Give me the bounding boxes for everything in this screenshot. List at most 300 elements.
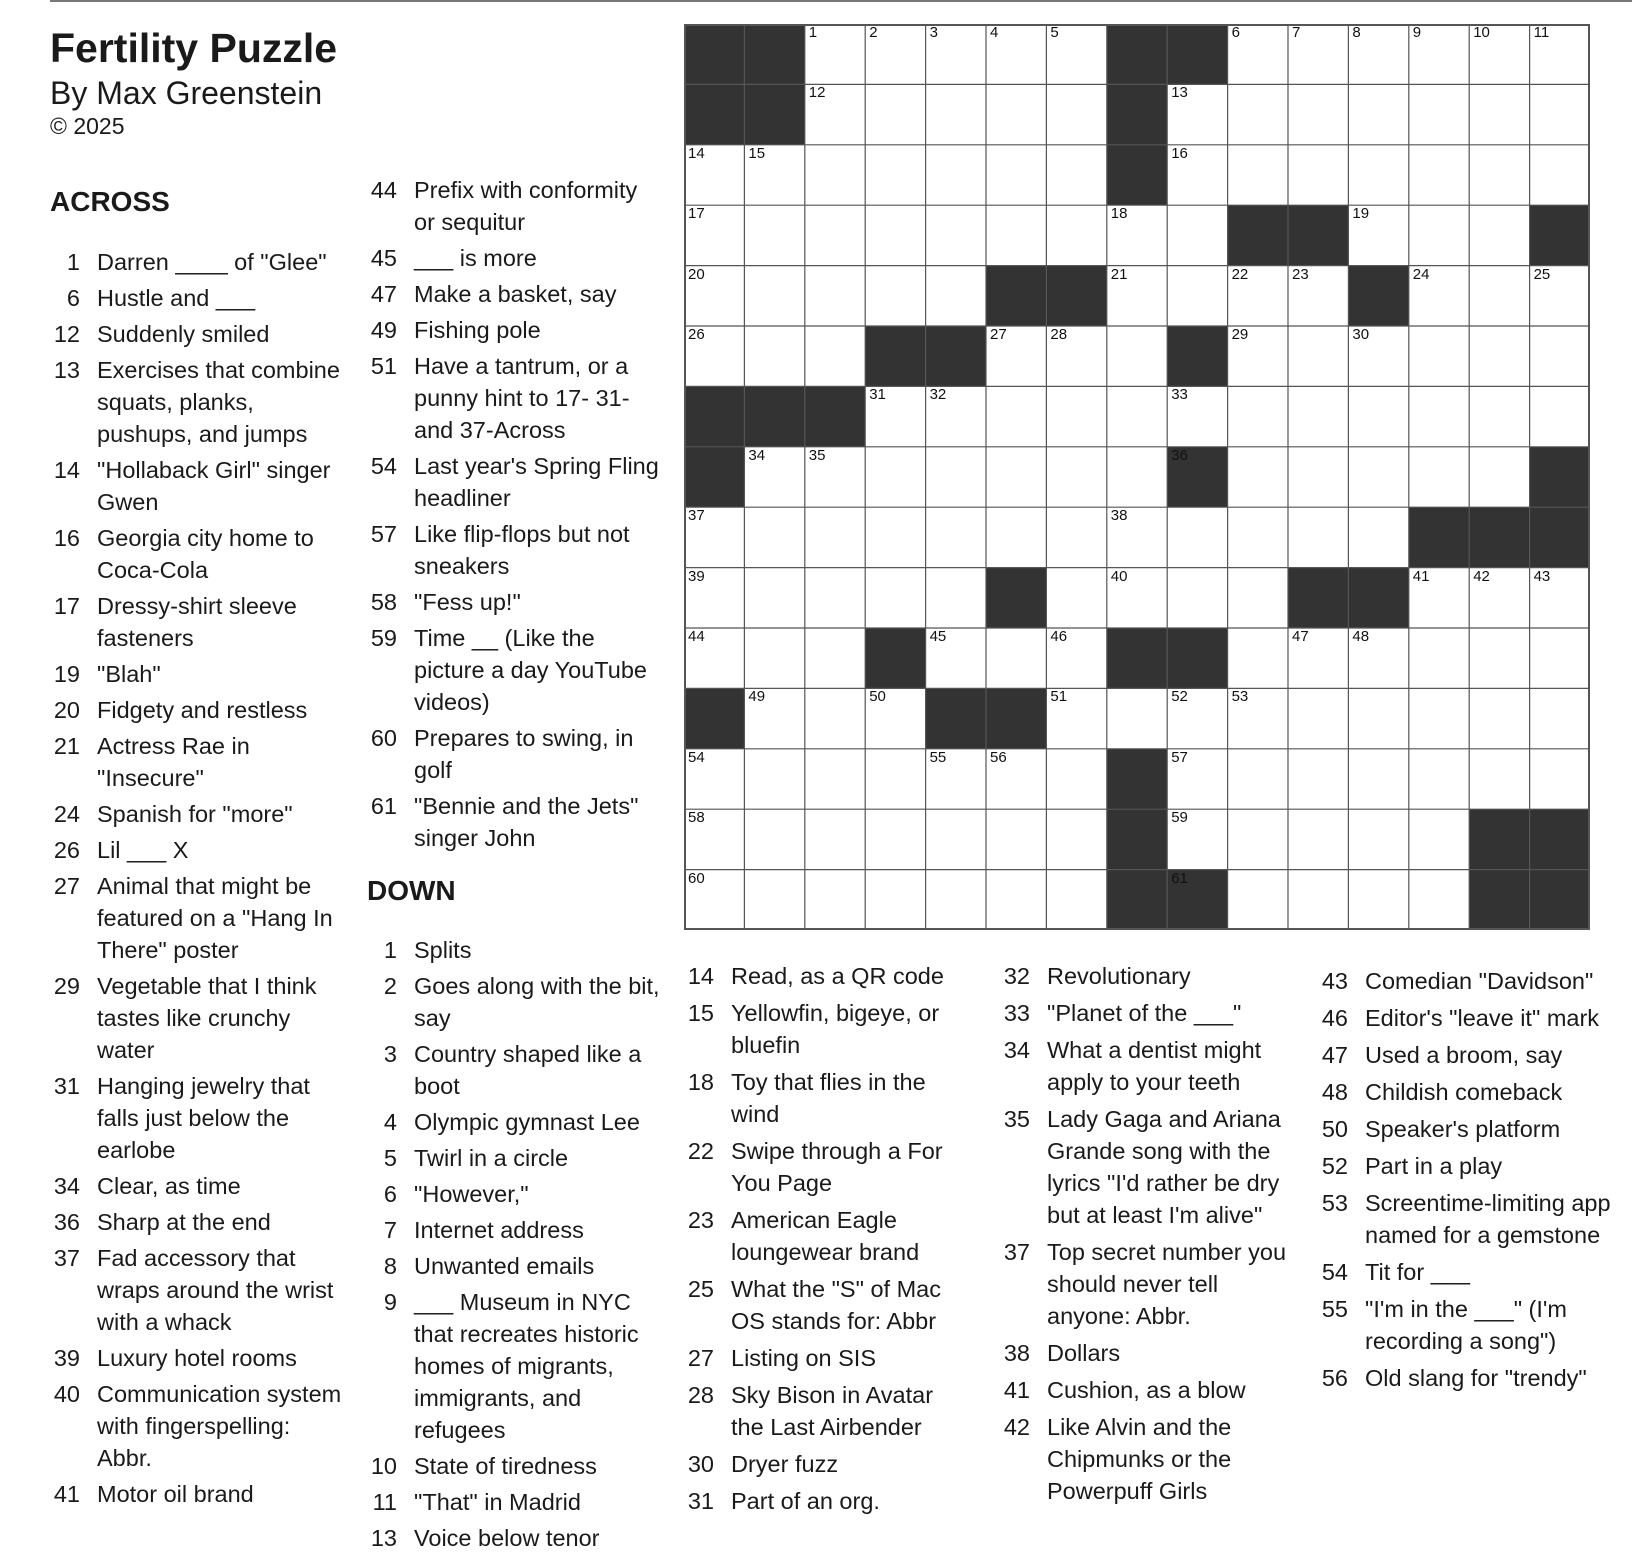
square-number: 25 [1533, 265, 1551, 283]
grid-square[interactable] [926, 870, 986, 930]
grid-square[interactable] [986, 145, 1046, 205]
grid-square[interactable] [1409, 447, 1469, 507]
grid-square[interactable] [805, 870, 865, 930]
across-heading: ACROSS [50, 186, 170, 217]
clue-17 [50, 590, 342, 654]
grid-square[interactable] [1107, 266, 1167, 326]
clue-number: 11 [372, 1489, 397, 1515]
clue-number: 14 [687, 963, 714, 989]
grid-square[interactable] [986, 749, 1046, 809]
grid-square[interactable] [1348, 749, 1408, 809]
clue-43 [1318, 965, 1618, 997]
clue-number: 12 [53, 321, 80, 347]
black-square [1167, 24, 1227, 84]
clue-19 [50, 658, 342, 690]
grid-square[interactable] [1107, 568, 1167, 628]
grid-square[interactable] [1469, 386, 1529, 446]
grid-square[interactable] [1046, 870, 1106, 930]
grid-square[interactable] [684, 628, 744, 688]
square-number: 13 [1171, 84, 1188, 102]
grid-square[interactable] [1530, 84, 1590, 144]
clue-text: Comedian "Davidson" [1365, 968, 1594, 994]
grid-square[interactable] [986, 507, 1046, 567]
clue-13 [50, 354, 342, 450]
clue-number: 14 [53, 457, 80, 483]
grid-square[interactable] [1409, 326, 1469, 386]
clue-number: 28 [687, 1382, 714, 1408]
grid-square[interactable] [1409, 386, 1469, 446]
grid-square[interactable] [684, 326, 744, 386]
grid-square[interactable] [1348, 24, 1408, 84]
grid-square[interactable] [744, 628, 804, 688]
grid-square[interactable] [865, 688, 925, 748]
clue-number: 22 [687, 1138, 714, 1164]
grid-square[interactable] [1530, 688, 1590, 748]
grid-square[interactable] [865, 809, 925, 869]
grid-square[interactable] [1228, 386, 1288, 446]
clue-35 [1000, 1103, 1300, 1231]
grid-square[interactable] [1228, 870, 1288, 930]
grid-square[interactable] [926, 447, 986, 507]
black-square [1530, 205, 1590, 265]
clue-text: Read, as a QR code [731, 963, 944, 989]
clue-number: 16 [53, 525, 80, 551]
grid-square[interactable] [805, 749, 865, 809]
grid-square[interactable] [926, 205, 986, 265]
clue-number: 59 [370, 625, 397, 651]
grid-square[interactable] [1530, 145, 1590, 205]
clue-text: Last year's Spring Fling headliner [414, 453, 659, 511]
clue-text: "Blah" [97, 661, 161, 687]
grid-square[interactable] [1228, 447, 1288, 507]
clue-text: "Bennie and the Jets" singer John [414, 793, 639, 851]
grid-square[interactable] [1046, 84, 1106, 144]
grid-square[interactable] [1107, 205, 1167, 265]
grid-square[interactable] [1348, 84, 1408, 144]
clue-text: Internet address [414, 1217, 584, 1243]
grid-square[interactable] [1409, 688, 1469, 748]
grid-square[interactable] [1409, 24, 1469, 84]
clue-2 [367, 970, 664, 1034]
grid-square[interactable] [1228, 326, 1288, 386]
grid-square[interactable] [805, 205, 865, 265]
clue-number: 5 [383, 1145, 397, 1171]
grid-square[interactable] [1469, 24, 1529, 84]
square-number: 51 [1050, 688, 1068, 706]
clue-number: 33 [1003, 1000, 1030, 1026]
square-number: 26 [688, 326, 705, 343]
grid-square[interactable] [1469, 568, 1529, 628]
clue-18 [684, 1066, 969, 1130]
grid-square[interactable] [805, 568, 865, 628]
black-square [1409, 507, 1469, 567]
grid-square[interactable] [1046, 628, 1106, 688]
grid-square[interactable] [1469, 84, 1529, 144]
clue-text: Make a basket, say [414, 281, 617, 307]
grid-square[interactable] [1409, 145, 1469, 205]
grid-square[interactable] [1530, 568, 1590, 628]
clue-number: 10 [370, 1453, 397, 1479]
clue-number: 9 [383, 1289, 397, 1315]
grid-square[interactable] [1228, 84, 1288, 144]
grid-square[interactable] [1288, 809, 1348, 869]
grid-square[interactable] [744, 809, 804, 869]
grid-square[interactable] [1046, 326, 1106, 386]
grid-square[interactable] [1167, 809, 1227, 869]
grid-square[interactable] [805, 447, 865, 507]
down-clues-column-1 [367, 934, 664, 1558]
grid-square[interactable] [865, 749, 925, 809]
grid-square[interactable] [986, 84, 1046, 144]
grid-square[interactable] [1228, 749, 1288, 809]
square-number: 61 [1171, 869, 1188, 887]
clue-59 [367, 622, 664, 718]
grid-square[interactable] [744, 749, 804, 809]
grid-square[interactable] [865, 24, 925, 84]
grid-square[interactable] [805, 24, 865, 84]
grid-square[interactable] [1107, 326, 1167, 386]
clue-33 [1000, 997, 1300, 1029]
black-square [926, 688, 986, 748]
grid-square[interactable] [926, 749, 986, 809]
grid-square[interactable] [865, 870, 925, 930]
grid-square[interactable] [1288, 688, 1348, 748]
clue-38 [1000, 1337, 1300, 1369]
clue-text: Toy that flies in the wind [731, 1069, 926, 1127]
clue-23 [684, 1204, 969, 1268]
grid-square[interactable] [1046, 145, 1106, 205]
down-clues-column-2 [684, 960, 969, 1522]
grid-square[interactable] [986, 809, 1046, 869]
clue-56 [1318, 1362, 1618, 1394]
grid-square[interactable] [805, 809, 865, 869]
grid-square[interactable] [1228, 809, 1288, 869]
clue-number: 39 [53, 1345, 80, 1371]
clue-number: 27 [687, 1345, 714, 1371]
grid-square[interactable] [1167, 688, 1227, 748]
grid-square[interactable] [1348, 870, 1408, 930]
grid-square[interactable] [1167, 205, 1227, 265]
grid-square[interactable] [1167, 507, 1227, 567]
clue-number: 30 [687, 1451, 714, 1477]
grid-square[interactable] [926, 84, 986, 144]
grid-square[interactable] [1288, 84, 1348, 144]
clue-text: State of tiredness [414, 1453, 597, 1479]
square-number: 4 [990, 24, 999, 41]
grid-square[interactable] [1348, 205, 1408, 265]
grid-square[interactable] [1288, 386, 1348, 446]
grid-square[interactable] [1228, 24, 1288, 84]
grid-square[interactable] [1288, 326, 1348, 386]
grid-square[interactable] [865, 205, 925, 265]
grid-square[interactable] [1288, 870, 1348, 930]
grid-square[interactable] [1530, 628, 1590, 688]
grid-square[interactable] [744, 507, 804, 567]
clue-14 [684, 960, 969, 992]
grid-square[interactable] [1409, 568, 1469, 628]
grid-square[interactable] [744, 266, 804, 326]
grid-square[interactable] [865, 84, 925, 144]
clue-text: Old slang for "trendy" [1365, 1365, 1587, 1391]
grid-square[interactable] [744, 326, 804, 386]
clue-text: ___ is more [414, 245, 537, 271]
clue-text: "Fess up!" [414, 589, 521, 615]
clue-34 [50, 1170, 342, 1202]
clue-number: 45 [370, 245, 397, 271]
grid-square[interactable] [1409, 809, 1469, 869]
grid-square[interactable] [1167, 266, 1227, 326]
clue-12 [50, 318, 342, 350]
grid-square[interactable] [1348, 688, 1408, 748]
grid-square[interactable] [926, 507, 986, 567]
grid-square[interactable] [986, 447, 1046, 507]
grid-square[interactable] [744, 568, 804, 628]
clue-32 [1000, 960, 1300, 992]
grid-square[interactable] [1348, 145, 1408, 205]
grid-square[interactable] [1167, 568, 1227, 628]
grid-square[interactable] [805, 688, 865, 748]
grid-square[interactable] [684, 809, 744, 869]
clue-1 [50, 246, 342, 278]
grid-square[interactable] [1530, 266, 1590, 326]
grid-square[interactable] [1530, 24, 1590, 84]
clue-text: Part of an org. [731, 1488, 880, 1514]
grid-square[interactable] [1046, 809, 1106, 869]
grid-square[interactable] [744, 205, 804, 265]
clue-number: 32 [1003, 963, 1030, 989]
clue-text: Actress Rae in "Insecure" [97, 733, 250, 791]
clue-text: Dollars [1047, 1340, 1121, 1366]
black-square [1167, 870, 1227, 930]
clue-text: Spanish for "more" [97, 801, 293, 827]
square-number: 14 [688, 144, 705, 162]
grid-square[interactable] [744, 447, 804, 507]
grid-square[interactable] [926, 628, 986, 688]
clue-text: Animal that might be featured on a "Hang In There" poster [97, 873, 333, 963]
grid-square[interactable] [1288, 749, 1348, 809]
grid-square[interactable] [1469, 205, 1529, 265]
grid-square[interactable] [1409, 266, 1469, 326]
clue-27 [50, 870, 342, 966]
grid-square[interactable] [744, 688, 804, 748]
grid-square[interactable] [1228, 568, 1288, 628]
grid-square[interactable] [1530, 386, 1590, 446]
clue-29 [50, 970, 342, 1066]
grid-square[interactable] [1167, 145, 1227, 205]
clue-54 [367, 450, 664, 514]
square-number: 29 [1231, 326, 1249, 343]
clue-text: Goes along with the bit, say [414, 973, 660, 1031]
grid-square[interactable] [1167, 84, 1227, 144]
black-square [1530, 447, 1590, 507]
black-square [1046, 266, 1106, 326]
square-number: 42 [1473, 567, 1490, 585]
grid-square[interactable] [805, 145, 865, 205]
square-number: 1 [808, 24, 818, 41]
clue-4 [367, 1106, 664, 1138]
clue-15 [684, 997, 969, 1061]
grid-square[interactable] [744, 870, 804, 930]
grid-square[interactable] [926, 386, 986, 446]
clue-number: 6 [66, 285, 80, 311]
grid-square[interactable] [684, 870, 744, 930]
square-number: 52 [1171, 688, 1188, 706]
grid-square[interactable] [926, 809, 986, 869]
square-number: 5 [1050, 24, 1059, 41]
clue-number: 47 [370, 281, 397, 307]
grid-square[interactable] [1107, 688, 1167, 748]
clue-text: Hanging jewelry that falls just below the earlobe [97, 1073, 310, 1163]
grid-square[interactable] [1046, 205, 1106, 265]
clue-text: Hustle and ___ [97, 285, 256, 311]
grid-square[interactable] [1046, 386, 1106, 446]
grid-square[interactable] [684, 266, 744, 326]
clue-number: 3 [383, 1041, 397, 1067]
grid-square[interactable] [865, 447, 925, 507]
grid-square[interactable] [1530, 326, 1590, 386]
grid-square[interactable] [1046, 24, 1106, 84]
grid-square[interactable] [1288, 628, 1348, 688]
clue-text: "Planet of the ___" [1047, 1000, 1242, 1026]
grid-square[interactable] [1046, 507, 1106, 567]
grid-square[interactable] [1469, 749, 1529, 809]
grid-square[interactable] [1107, 507, 1167, 567]
across-clues-column-1 [50, 246, 342, 1514]
grid-square[interactable] [1409, 749, 1469, 809]
grid-square[interactable] [1469, 266, 1529, 326]
square-number: 23 [1292, 265, 1309, 283]
square-number: 57 [1171, 748, 1188, 766]
clue-number: 34 [1003, 1037, 1030, 1063]
grid-square[interactable] [1228, 145, 1288, 205]
black-square [1107, 809, 1167, 869]
grid-square[interactable] [1046, 447, 1106, 507]
grid-square[interactable] [865, 386, 925, 446]
grid-square[interactable] [1409, 870, 1469, 930]
grid-square[interactable] [986, 326, 1046, 386]
clue-number: 31 [53, 1073, 80, 1099]
grid-square[interactable] [1107, 386, 1167, 446]
grid-square[interactable] [1288, 145, 1348, 205]
clue-text: Fidgety and restless [97, 697, 308, 723]
grid-square[interactable] [986, 870, 1046, 930]
grid-square[interactable] [986, 386, 1046, 446]
grid-square[interactable] [805, 507, 865, 567]
grid-square[interactable] [684, 205, 744, 265]
clue-text: Fad accessory that wraps around the wrist with a whack [97, 1245, 334, 1335]
grid-square[interactable] [865, 145, 925, 205]
black-square [1348, 568, 1408, 628]
black-square [1228, 205, 1288, 265]
square-number: 8 [1352, 24, 1361, 41]
grid-square[interactable] [1046, 568, 1106, 628]
grid-square[interactable] [1228, 628, 1288, 688]
grid-square[interactable] [1530, 749, 1590, 809]
clue-7 [367, 1214, 664, 1246]
grid-square[interactable] [684, 568, 744, 628]
clue-text: Lil ___ X [97, 837, 189, 863]
clue-41 [50, 1478, 342, 1510]
grid-square[interactable] [1288, 266, 1348, 326]
grid-square[interactable] [1288, 447, 1348, 507]
grid-square[interactable] [684, 749, 744, 809]
grid-square[interactable] [1167, 749, 1227, 809]
clue-text: Exercises that combine squats, planks, pushups, and jumps [97, 357, 340, 447]
clue-text: Darren ____ of "Glee" [97, 249, 327, 275]
grid-square[interactable] [805, 266, 865, 326]
down-clues-column-3 [1000, 960, 1300, 1512]
black-square [1288, 205, 1348, 265]
grid-square[interactable] [805, 326, 865, 386]
black-square [1469, 809, 1529, 869]
grid-square[interactable] [1167, 386, 1227, 446]
grid-square[interactable] [1469, 326, 1529, 386]
square-number: 36 [1171, 446, 1188, 464]
grid-square[interactable] [926, 568, 986, 628]
grid-square[interactable] [1348, 326, 1408, 386]
grid-square[interactable] [865, 507, 925, 567]
grid-square[interactable] [1046, 749, 1106, 809]
grid-square[interactable] [1469, 145, 1529, 205]
grid-square[interactable] [744, 145, 804, 205]
grid-square[interactable] [1469, 688, 1529, 748]
clue-number: 6 [383, 1181, 397, 1207]
grid-square[interactable] [805, 628, 865, 688]
grid-square[interactable] [1228, 266, 1288, 326]
grid-square[interactable] [1348, 386, 1408, 446]
grid-square[interactable] [1469, 447, 1529, 507]
grid-square[interactable] [1348, 447, 1408, 507]
grid-square[interactable] [1409, 628, 1469, 688]
grid-square[interactable] [986, 24, 1046, 84]
square-number: 24 [1412, 265, 1430, 283]
clue-number: 60 [370, 725, 397, 751]
clue-52 [1318, 1150, 1618, 1182]
grid-square[interactable] [805, 84, 865, 144]
clue-number: 19 [53, 661, 80, 687]
grid-square[interactable] [986, 628, 1046, 688]
grid-square[interactable] [1228, 507, 1288, 567]
grid-square[interactable] [926, 145, 986, 205]
clue-53 [1318, 1187, 1618, 1251]
grid-square[interactable] [1469, 628, 1529, 688]
grid-square[interactable] [1288, 24, 1348, 84]
grid-square[interactable] [684, 507, 744, 567]
grid-square[interactable] [1107, 447, 1167, 507]
clue-58 [367, 586, 664, 618]
grid-square[interactable] [986, 205, 1046, 265]
grid-square[interactable] [1409, 84, 1469, 144]
grid-square[interactable] [926, 266, 986, 326]
grid-square[interactable] [1288, 507, 1348, 567]
grid-square[interactable] [926, 24, 986, 84]
grid-square[interactable] [684, 145, 744, 205]
grid-square[interactable] [1348, 507, 1408, 567]
grid-square[interactable] [1348, 628, 1408, 688]
grid-square[interactable] [865, 568, 925, 628]
down-heading: DOWN [367, 875, 456, 906]
grid-square[interactable] [865, 266, 925, 326]
black-square [1288, 568, 1348, 628]
clue-number: 46 [1321, 1005, 1348, 1031]
black-square [1530, 809, 1590, 869]
grid-square[interactable] [1348, 809, 1408, 869]
grid-square[interactable] [1228, 688, 1288, 748]
square-number: 19 [1352, 205, 1370, 223]
grid-square[interactable] [1409, 205, 1469, 265]
square-number: 15 [748, 144, 766, 162]
grid-square[interactable] [1046, 688, 1106, 748]
